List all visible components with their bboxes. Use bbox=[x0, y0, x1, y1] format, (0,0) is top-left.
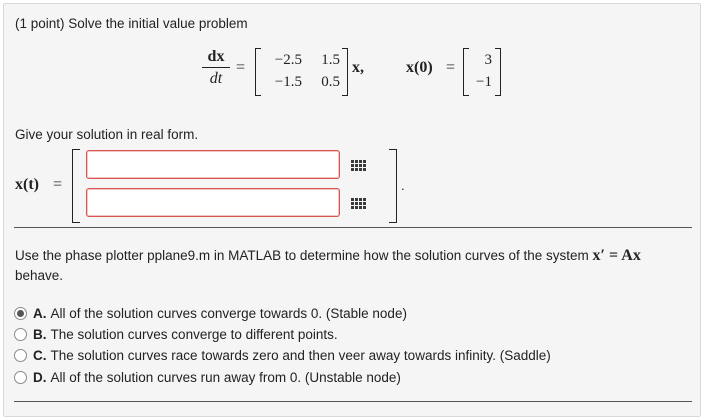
solution-right-bracket bbox=[389, 149, 397, 223]
solution-label: x(t) bbox=[15, 176, 39, 193]
trailing-period: . bbox=[401, 178, 405, 193]
solution-equals: = bbox=[53, 176, 63, 193]
initial-condition-equals: = bbox=[446, 59, 456, 76]
solution-input-1[interactable] bbox=[86, 150, 340, 179]
initial-condition-label: x(0) bbox=[406, 59, 433, 76]
matrix-right-bracket bbox=[342, 48, 348, 96]
option-d-letter: D. bbox=[33, 369, 47, 385]
option-d-radio[interactable] bbox=[14, 371, 27, 384]
math-palette-icon[interactable] bbox=[347, 192, 369, 214]
solution-left-bracket bbox=[72, 149, 80, 223]
matrix-cell-11: −2.5 bbox=[274, 52, 302, 68]
problem-title: (1 point) Solve the initial value problem bbox=[15, 16, 248, 31]
phase-question-text: Use the phase plotter pplane9.m in MATLAB to determine how the solution curves of the system bbox=[15, 248, 593, 263]
phase-question bbox=[15, 246, 685, 286]
instruction-text: Give your solution in real form. bbox=[15, 127, 199, 142]
option-d[interactable] bbox=[14, 368, 401, 386]
derivative-numerator: dx bbox=[202, 48, 230, 68]
matrix-left-bracket bbox=[255, 48, 261, 96]
option-c-radio[interactable] bbox=[14, 349, 27, 362]
ic-value-1: 3 bbox=[484, 52, 492, 68]
divider bbox=[14, 227, 692, 228]
option-a[interactable] bbox=[14, 304, 407, 322]
option-c[interactable] bbox=[14, 346, 551, 364]
option-b[interactable] bbox=[14, 325, 338, 343]
matrix-cell-21: −1.5 bbox=[274, 74, 302, 90]
option-a-text: All of the solution curves converge towards 0. (Stable node) bbox=[50, 305, 407, 321]
option-b-radio[interactable] bbox=[14, 328, 27, 341]
system-equation: x′ = Ax bbox=[592, 247, 641, 264]
option-d-text: All of the solution curves run away from 0. (Unstable node) bbox=[50, 369, 401, 385]
option-b-text: The solution curves converge to different points. bbox=[50, 326, 338, 342]
bottom-divider bbox=[14, 401, 692, 402]
solution-input-2[interactable] bbox=[86, 188, 340, 217]
option-a-radio[interactable] bbox=[14, 307, 27, 320]
math-palette-icon[interactable] bbox=[347, 154, 369, 176]
derivative-denominator: dt bbox=[209, 70, 223, 87]
option-b-letter: B. bbox=[33, 326, 47, 342]
matrix-cell-22: 0.5 bbox=[321, 74, 340, 90]
ic-right-bracket bbox=[495, 48, 501, 96]
ic-value-2: −1 bbox=[476, 74, 492, 90]
matrix-cell-12: 1.5 bbox=[321, 52, 340, 68]
problem-card bbox=[3, 3, 701, 417]
equals-sign: = bbox=[236, 59, 246, 76]
option-a-letter: A. bbox=[33, 305, 47, 321]
state-vector-var: x, bbox=[352, 59, 364, 76]
option-c-letter: C. bbox=[33, 347, 47, 363]
derivative-fraction bbox=[202, 48, 230, 88]
option-c-text: The solution curves race towards zero and then veer away towards infinity. (Saddle) bbox=[50, 347, 551, 363]
phase-question-end: behave. bbox=[15, 268, 64, 283]
